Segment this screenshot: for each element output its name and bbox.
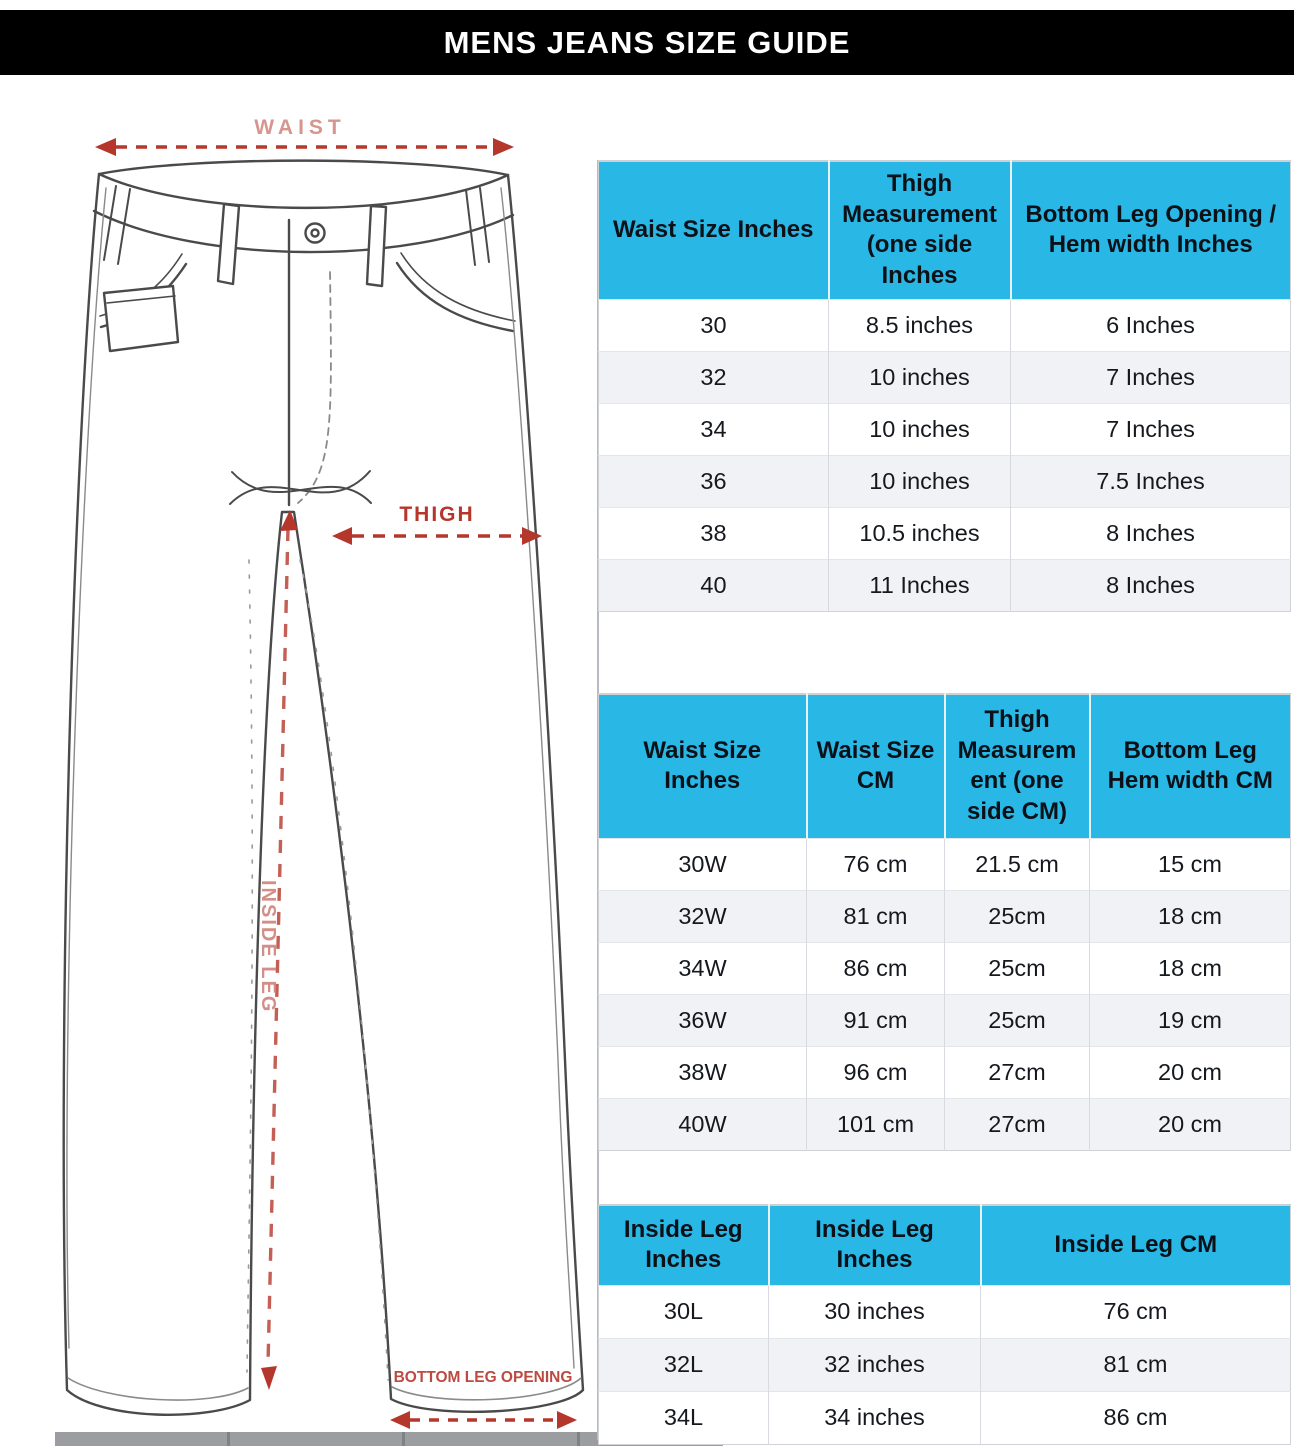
waist-arrowhead-right	[493, 138, 514, 156]
table-row	[599, 403, 1291, 455]
waist-label: WAIST	[254, 116, 346, 139]
table-cell: 34	[700, 415, 727, 442]
table-cell: 40W	[678, 1110, 727, 1137]
table-cell: 36	[700, 467, 727, 494]
table-row	[599, 1338, 1291, 1391]
page-title: MENS JEANS SIZE GUIDE	[443, 24, 851, 60]
table-row	[599, 351, 1291, 403]
table-cell: 8.5 inches	[829, 299, 1011, 351]
waist-arrowhead-left	[95, 138, 116, 156]
table-cell: 27cm	[945, 1046, 1090, 1098]
bottom-leg-opening-label: BOTTOM LEG OPENING	[393, 1369, 573, 1386]
table-cell: 30 inches	[769, 1285, 981, 1338]
waist-measurement-arrow	[95, 116, 514, 156]
header-row	[599, 161, 1291, 299]
table-cell: 32L	[663, 1351, 704, 1377]
table-cell: 6 Inches	[1011, 299, 1291, 351]
table-cell: 20 cm	[1090, 1098, 1291, 1150]
table-cell: 34 inches	[769, 1391, 981, 1444]
inside-leg-label: INSIDE LEG	[257, 880, 279, 1014]
table-cell: 21.5 cm	[945, 838, 1090, 890]
table-cell: 34L	[663, 1404, 704, 1430]
column-header: Inside Leg Inches	[769, 1205, 981, 1285]
header-row	[599, 694, 1291, 838]
column-header: Bottom Leg Hem width CM	[1090, 694, 1291, 838]
table-row	[599, 1285, 1291, 1338]
table-cell: 8 Inches	[1011, 559, 1291, 611]
table-cell: 32	[700, 363, 727, 390]
column-header: Inside Leg Inches	[599, 1205, 769, 1285]
table-cell: 8 Inches	[1011, 507, 1291, 559]
table-cell: 25cm	[945, 890, 1090, 942]
table-cell: 76 cm	[981, 1285, 1291, 1338]
table-cell: 91 cm	[807, 994, 945, 1046]
table-header	[599, 1205, 1291, 1285]
table-cell: 30W	[678, 850, 727, 877]
table-cell: 20 cm	[1090, 1046, 1291, 1098]
table-cell: 18 cm	[1090, 890, 1291, 942]
table-cell: 7 Inches	[1011, 403, 1291, 455]
table-cell: 38W	[678, 1058, 727, 1085]
jeans-diagram-svg	[0, 0, 598, 1446]
table-cell: 19 cm	[1090, 994, 1291, 1046]
column-header: Thigh Measurement (one side CM)	[945, 694, 1090, 838]
table-row	[599, 942, 1291, 994]
table-body	[599, 1285, 1291, 1444]
table-row	[599, 1098, 1291, 1150]
column-header: Waist Size Inches	[599, 694, 807, 838]
table-cell: 96 cm	[807, 1046, 945, 1098]
table-cell: 27cm	[945, 1098, 1090, 1150]
table-cell: 18 cm	[1090, 942, 1291, 994]
header-row	[599, 1205, 1291, 1285]
table-cell: 32W	[678, 902, 727, 929]
bottom-leg-arrowhead-right	[557, 1411, 577, 1429]
table-row	[599, 1391, 1291, 1444]
size-table-inside-leg	[598, 1204, 1291, 1445]
table-cell: 30L	[663, 1298, 704, 1324]
table-body	[599, 299, 1291, 611]
table-row	[599, 507, 1291, 559]
table-cell: 10 inches	[829, 455, 1011, 507]
table-body	[599, 838, 1291, 1150]
table-cell: 25cm	[945, 994, 1090, 1046]
table-cell: 25cm	[945, 942, 1090, 994]
table-cell: 101 cm	[807, 1098, 945, 1150]
table-cell: 86 cm	[981, 1391, 1291, 1444]
table-cell: 81 cm	[807, 890, 945, 942]
size-table-imperial	[598, 160, 1291, 612]
table-cell: 7 Inches	[1011, 351, 1291, 403]
table-cell: 76 cm	[807, 838, 945, 890]
column-header: Thigh Measurement (one side Inches	[829, 161, 1011, 299]
thigh-label: THIGH	[399, 503, 475, 526]
size-tables-panel	[598, 160, 1290, 1441]
table-cell: 34W	[678, 954, 727, 981]
inside-leg-arrowhead-bottom	[261, 1366, 277, 1390]
table-cell: 10 inches	[829, 403, 1011, 455]
table-cell: 11 Inches	[829, 559, 1011, 611]
table-row	[599, 559, 1291, 611]
table-cell: 40	[700, 571, 727, 598]
table-row	[599, 1046, 1291, 1098]
table-row	[599, 299, 1291, 351]
table-cell: 86 cm	[807, 942, 945, 994]
table-header	[599, 161, 1291, 299]
table-row	[599, 994, 1291, 1046]
table-cell: 38	[700, 519, 727, 546]
column-header: Waist Size CM	[807, 694, 945, 838]
table-cell: 10.5 inches	[829, 507, 1011, 559]
size-table-metric	[598, 693, 1291, 1151]
table-cell: 10 inches	[829, 351, 1011, 403]
table-cell: 7.5 Inches	[1011, 455, 1291, 507]
table-cell: 36W	[678, 1006, 727, 1033]
table-cell: 15 cm	[1090, 838, 1291, 890]
table-cell: 32 inches	[769, 1338, 981, 1391]
table-row	[599, 890, 1291, 942]
table-cell: 81 cm	[981, 1338, 1291, 1391]
column-header: Bottom Leg Opening / Hem width Inches	[1011, 161, 1291, 299]
table-row	[599, 838, 1291, 890]
table-cell: 30	[700, 311, 727, 338]
table-header	[599, 694, 1291, 838]
jeans-outline	[64, 161, 583, 1415]
column-header: Inside Leg CM	[981, 1205, 1291, 1285]
bottom-leg-arrowhead-left	[390, 1411, 410, 1429]
column-header: Waist Size Inches	[599, 161, 829, 299]
table-row	[599, 455, 1291, 507]
jeans-measurement-diagram	[0, 0, 598, 1446]
